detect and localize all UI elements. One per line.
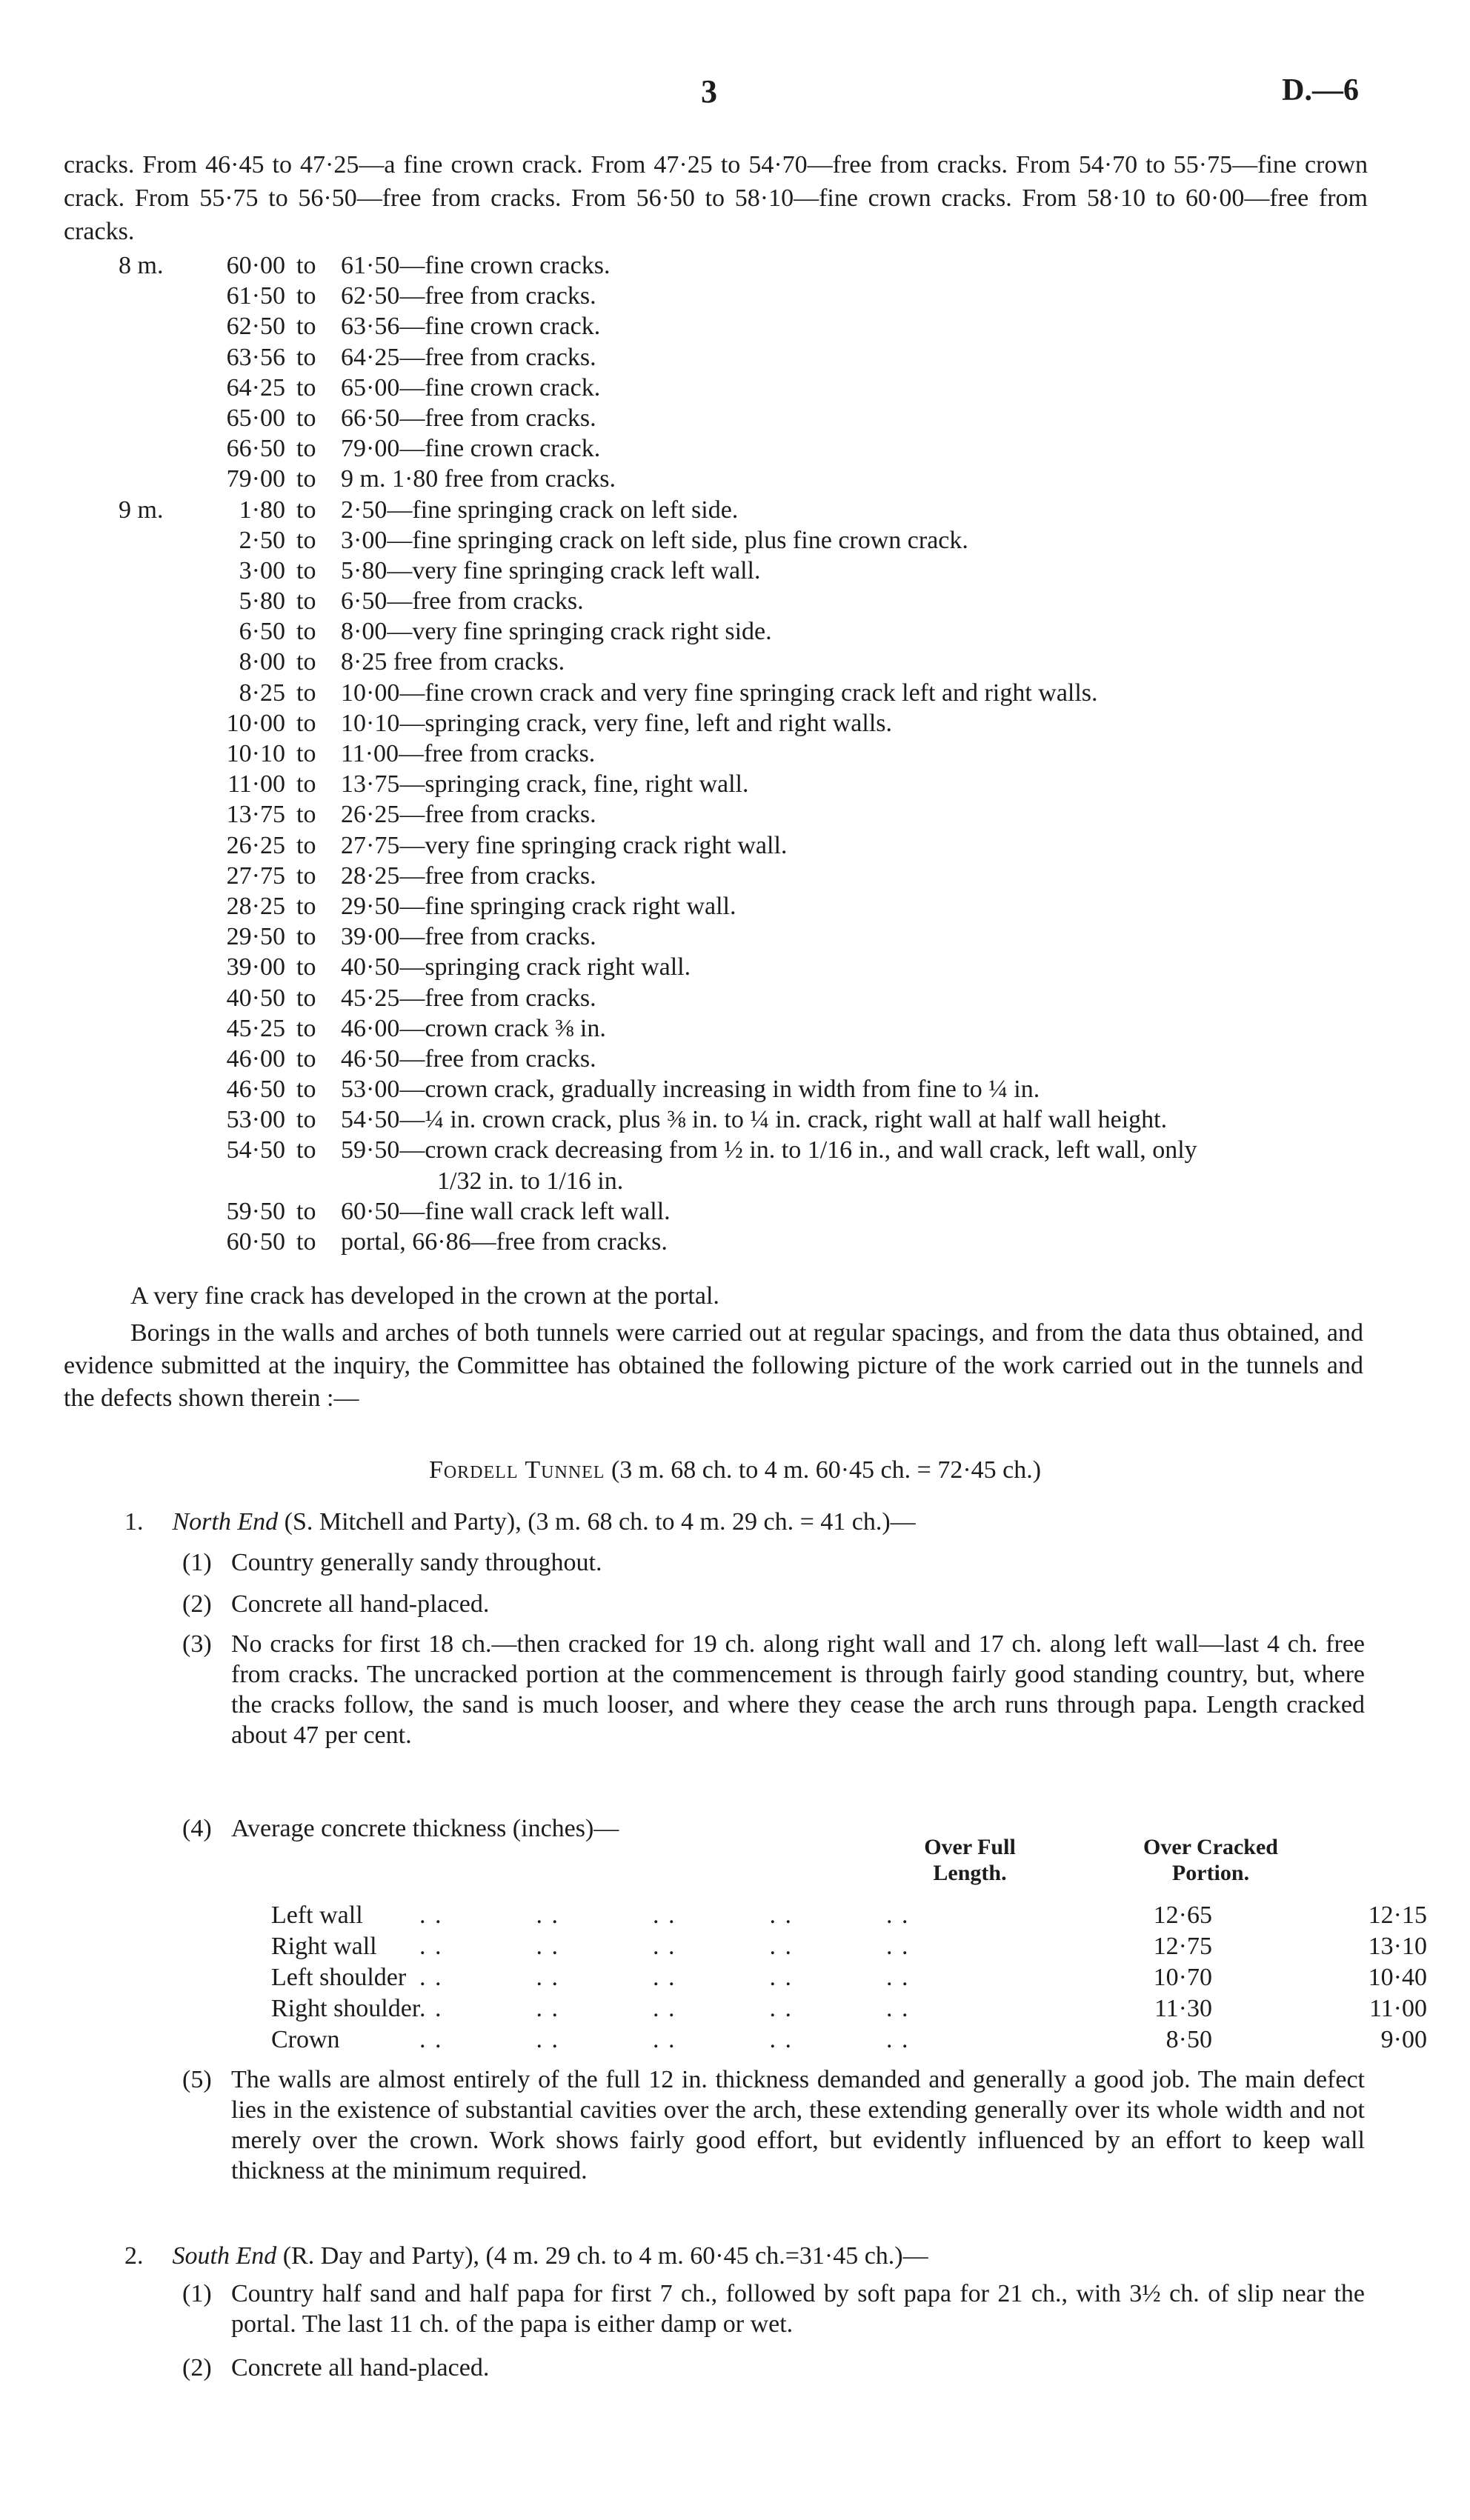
chainage-from: 29·50 <box>226 923 285 951</box>
north-end-number: 1. <box>124 1508 144 1536</box>
chainage-from: 6·50 <box>239 618 285 646</box>
chainage-text: 45·25—free from cracks. <box>341 984 596 1012</box>
chainage-from: 10·00 <box>226 709 285 737</box>
chainage-text: 46·00—crown crack ⅜ in. <box>341 1014 606 1042</box>
table-row <box>271 2024 1427 2056</box>
list-item <box>182 1547 1365 1578</box>
chainage-line <box>119 799 1393 830</box>
item-number: (3) <box>182 1630 212 1658</box>
value-full-length: 11·30 <box>1154 1995 1212 2022</box>
chainage-line <box>119 952 1393 982</box>
leader-dots: . . . . . . . . . . <box>419 1933 910 1960</box>
chainage-text: 64·25—free from cracks. <box>341 343 596 371</box>
chainage-line <box>119 495 1393 525</box>
chainage-from: 64·25 <box>226 373 285 401</box>
table-header-full-length: Over Full Length. <box>924 1835 1016 1885</box>
chainage-text: 8·25 free from cracks. <box>341 648 565 676</box>
row-label: Left shoulder <box>271 1964 407 1991</box>
chainage-from: 63·56 <box>226 343 285 371</box>
document-reference: D.—6 <box>1282 73 1359 107</box>
chainage-text: 2·50—fine springing crack on left side. <box>341 496 739 524</box>
item-number: (2) <box>182 1590 212 1618</box>
row-label: Crown <box>271 2026 340 2053</box>
south-end-number: 2. <box>124 2242 144 2270</box>
value-full-length: 12·65 <box>1153 1901 1212 1929</box>
value-cracked-portion: 9·00 <box>1380 2026 1427 2053</box>
item-text: Country half sand and half papa for first 7 ch., followed by soft papa for 21 ch., with 3½ ch. of slip near the portal. The last 11 ch. of the papa is either damp or wet. <box>231 2280 1365 2338</box>
chainage-line <box>119 647 1393 677</box>
chainage-from: 1·80 <box>239 496 285 524</box>
chainage-to: to <box>296 953 316 981</box>
chainage-to: to <box>296 526 316 554</box>
chainage-line <box>119 1074 1393 1104</box>
list-item <box>182 2279 1365 2339</box>
list-item <box>182 2064 1365 2186</box>
chainage-text: 40·50—springing crack right wall. <box>341 953 691 981</box>
chainage-to: to <box>296 618 316 646</box>
south-end-heading <box>124 2240 1369 2273</box>
chainage-from: 46·00 <box>226 1044 285 1073</box>
chainage-list <box>119 250 1393 1257</box>
chainage-line <box>119 1196 1393 1227</box>
chainage-line <box>119 281 1393 311</box>
chainage-text: 65·00—fine crown crack. <box>341 373 601 401</box>
north-end-party: (S. Mitchell and Party), (3 m. 68 ch. to 4 m. 29 ch. = 41 ch.)— <box>284 1508 916 1536</box>
chainage-to: to <box>296 282 316 310</box>
value-cracked-portion: 11·00 <box>1368 1995 1427 2022</box>
chainage-from: 46·50 <box>226 1076 285 1104</box>
chainage-mile: 8 m. <box>119 252 164 279</box>
chainage-to: to <box>296 313 316 341</box>
chainage-mile: 9 m. <box>119 496 164 524</box>
chainage-text: 9 m. 1·80 free from cracks. <box>341 465 616 493</box>
section-name: Fordell Tunnel <box>428 1456 605 1484</box>
chainage-from: 28·25 <box>226 892 285 920</box>
row-label: Left wall <box>271 1901 363 1929</box>
south-end-party: (R. Day and Party), (4 m. 29 ch. to 4 m. 60·45 ch.=31·45 ch.)— <box>282 2242 928 2270</box>
chainage-to: to <box>296 587 316 616</box>
chainage-to: to <box>296 892 316 920</box>
borings-paragraph: Borings in the walls and arches of both tunnels were carried out at regular spacings, and from the data thus obtained, and evidence submitted at the inquiry, the Committee has obtained the following picture of the work carried out in the tunnels and the defects shown therein :— <box>64 1319 1363 1412</box>
leader-dots: . . . . . . . . . . <box>419 1995 910 2022</box>
chainage-from: 62·50 <box>226 313 285 341</box>
chainage-text: 66·50—free from cracks. <box>341 404 596 432</box>
chainage-to: to <box>296 709 316 737</box>
chainage-line <box>119 1044 1393 1074</box>
chainage-from: 60·50 <box>226 1228 285 1256</box>
chainage-to: to <box>296 1197 316 1225</box>
list-item <box>182 1629 1365 1750</box>
chainage-to: to <box>296 1076 316 1104</box>
chainage-to: to <box>296 984 316 1012</box>
chainage-text: 46·50—free from cracks. <box>341 1044 596 1073</box>
item-text: No cracks for first 18 ch.—then cracked for 19 ch. along right wall and 17 ch. along left wall—last 4 ch. free from cracks. The uncracked portion at the commencement is through fairly good standing country, but, where the cracks follow, the sand is much looser, and where they cease the arch runs through papa. Length cracked about 47 per cent. <box>231 1630 1365 1749</box>
row-label: Right wall <box>271 1933 377 1960</box>
table-row <box>271 1962 1427 1993</box>
chainage-to: to <box>296 343 316 371</box>
chainage-text: 26·25—free from cracks. <box>341 801 596 829</box>
chainage-text: 79·00—fine crown crack. <box>341 435 601 463</box>
chainage-line <box>119 921 1393 952</box>
chainage-to: to <box>296 465 316 493</box>
thickness-table <box>271 1900 1427 2056</box>
leader-dots: . . . . . . . . . . <box>419 1964 910 1991</box>
chainage-text: 8·00—very fine springing crack right side. <box>341 618 772 646</box>
chainage-from: 40·50 <box>226 984 285 1012</box>
chainage-to: to <box>296 801 316 829</box>
chainage-text: 39·00—free from cracks. <box>341 923 596 951</box>
intro-paragraph: cracks. From 46·45 to 47·25—a fine crown crack. From 47·25 to 54·70—free from cracks. From 54·70 to 55·75—fine crown crack. From 55·75 to 56·50—free from cracks. From 56·50 to 58·10—fine crown cracks. From 58·10 to 60·00—free from cracks. <box>64 151 1368 245</box>
chainage-line <box>119 464 1393 494</box>
chainage-line <box>119 1013 1393 1044</box>
chainage-from: 2·50 <box>239 526 285 554</box>
item-text: The walls are almost entirely of the full 12 in. thickness demanded and generally a good job. The main defect lies in the existence of substantial cavities over the arch, these extending generally over its whole width and not merely over the crown. Work shows fairly good effort, but evidently influenced by an effort to keep wall thickness at the minimum required. <box>231 2066 1365 2184</box>
item-number: (5) <box>182 2066 212 2093</box>
chainage-line <box>119 1135 1393 1165</box>
value-full-length: 8·50 <box>1165 2026 1212 2053</box>
value-full-length: 10·70 <box>1153 1964 1212 1991</box>
table-row <box>271 1900 1427 1931</box>
page-number: 3 <box>701 73 717 110</box>
chainage-to: to <box>296 679 316 707</box>
value-cracked-portion: 10·40 <box>1368 1964 1427 1991</box>
chainage-from: 66·50 <box>226 435 285 463</box>
table-row <box>271 1931 1427 1962</box>
chainage-from: 79·00 <box>226 465 285 493</box>
chainage-from: 54·50 <box>226 1136 285 1164</box>
chainage-to: to <box>296 1106 316 1134</box>
north-end-heading <box>124 1506 1369 1539</box>
value-full-length: 12·75 <box>1153 1933 1212 1960</box>
portal-note: A very fine crack has developed in the crown at the portal. <box>130 1282 719 1310</box>
chainage-from: 8·25 <box>239 679 285 707</box>
chainage-text: 5·80—very fine springing crack left wall. <box>341 556 761 584</box>
chainage-line <box>119 342 1393 373</box>
chainage-text: 62·50—free from cracks. <box>341 282 596 310</box>
chainage-line <box>119 1227 1393 1257</box>
chainage-text: 59·50—crown crack decreasing from ½ in. to 1/16 in., and wall crack, left wall, only <box>341 1136 1197 1164</box>
list-item <box>182 2353 1365 2383</box>
row-label: Right shoulder <box>271 1995 421 2022</box>
chainage-from: 65·00 <box>226 404 285 432</box>
chainage-from: 13·75 <box>226 801 285 829</box>
chainage-line <box>119 678 1393 708</box>
leader-dots: . . . . . . . . . . <box>419 1901 910 1929</box>
chainage-line <box>119 373 1393 403</box>
chainage-from: 45·25 <box>226 1014 285 1042</box>
value-cracked-portion: 12·15 <box>1368 1901 1427 1929</box>
chainage-to: to <box>296 770 316 799</box>
chainage-to: to <box>296 556 316 584</box>
chainage-to: to <box>296 252 316 279</box>
chainage-from: 60·00 <box>226 252 285 279</box>
chainage-to: to <box>296 1228 316 1256</box>
chainage-to: to <box>296 831 316 859</box>
chainage-from: 27·75 <box>226 861 285 890</box>
chainage-from: 10·10 <box>226 740 285 767</box>
chainage-to: to <box>296 404 316 432</box>
chainage-text: 10·10—springing crack, very fine, left and right walls. <box>341 709 893 737</box>
item-text: Concrete all hand-placed. <box>231 1590 490 1618</box>
section-range: (3 m. 68 ch. to 4 m. 60·45 ch. = 72·45 ch.) <box>611 1456 1042 1484</box>
value-cracked-portion: 13·10 <box>1368 1933 1427 1960</box>
chainage-line <box>119 586 1393 616</box>
chainage-line <box>119 708 1393 739</box>
chainage-from: 53·00 <box>226 1106 285 1134</box>
item-number: (2) <box>182 2354 212 2381</box>
chainage-line <box>119 525 1393 556</box>
item-text: Average concrete thickness (inches)— <box>231 1815 619 1842</box>
chainage-text: 13·75—springing crack, fine, right wall. <box>341 770 749 799</box>
chainage-text: 29·50—fine springing crack right wall. <box>341 892 736 920</box>
chainage-to: to <box>296 435 316 463</box>
chainage-text: portal, 66·86—free from cracks. <box>341 1228 668 1256</box>
chainage-text: 60·50—fine wall crack left wall. <box>341 1197 671 1225</box>
chainage-line <box>119 433 1393 464</box>
chainage-line <box>119 250 1393 281</box>
chainage-line <box>119 403 1393 433</box>
section-title <box>0 1456 1470 1484</box>
chainage-to: to <box>296 861 316 890</box>
chainage-line <box>119 616 1393 647</box>
chainage-line <box>119 556 1393 586</box>
chainage-line <box>119 739 1393 769</box>
chainage-line <box>119 769 1393 799</box>
chainage-to: to <box>296 1044 316 1073</box>
chainage-from: 3·00 <box>239 556 285 584</box>
chainage-text: 53·00—crown crack, gradually increasing in width from fine to ¼ in. <box>341 1076 1040 1104</box>
chainage-from: 11·00 <box>227 770 285 799</box>
chainage-text: 6·50—free from cracks. <box>341 587 584 616</box>
item-number: (1) <box>182 1549 212 1576</box>
chainage-line <box>119 1104 1393 1135</box>
chainage-from: 61·50 <box>226 282 285 310</box>
chainage-from: 59·50 <box>226 1197 285 1225</box>
item-number: (4) <box>182 1815 212 1842</box>
chainage-line <box>119 1166 1393 1196</box>
chainage-text: 11·00—free from cracks. <box>341 740 596 767</box>
chainage-from: 5·80 <box>239 587 285 616</box>
chainage-line <box>119 861 1393 891</box>
leader-dots: . . . . . . . . . . <box>419 2026 910 2053</box>
north-end-title: North End <box>172 1508 279 1536</box>
list-item <box>182 1589 1365 1619</box>
south-end-title: South End <box>172 2242 277 2270</box>
chainage-to: to <box>296 1136 316 1164</box>
chainage-to: to <box>296 740 316 767</box>
chainage-text: 27·75—very fine springing crack right wall. <box>341 831 788 859</box>
chainage-text: 63·56—fine crown crack. <box>341 313 601 341</box>
chainage-text: 54·50—¼ in. crown crack, plus ⅜ in. to ¼ in. crack, right wall at half wall height. <box>341 1106 1168 1134</box>
chainage-to: to <box>296 648 316 676</box>
table-row <box>271 1993 1427 2024</box>
chainage-from: 8·00 <box>239 648 285 676</box>
chainage-from: 26·25 <box>226 831 285 859</box>
item-text: Concrete all hand-placed. <box>231 2354 490 2381</box>
chainage-text: 28·25—free from cracks. <box>341 861 596 890</box>
chainage-continuation: 1/32 in. to 1/16 in. <box>437 1167 624 1195</box>
item-number: (1) <box>182 2280 212 2307</box>
chainage-text: 10·00—fine crown crack and very fine springing crack left and right walls. <box>341 679 1098 707</box>
chainage-to: to <box>296 1014 316 1042</box>
chainage-to: to <box>296 496 316 524</box>
chainage-line <box>119 891 1393 921</box>
table-header-cracked-portion: Over Cracked Portion. <box>1143 1835 1278 1885</box>
chainage-line <box>119 311 1393 341</box>
chainage-to: to <box>296 923 316 951</box>
chainage-text: 3·00—fine springing crack on left side, plus fine crown crack. <box>341 526 968 554</box>
chainage-to: to <box>296 373 316 401</box>
chainage-from: 39·00 <box>226 953 285 981</box>
chainage-text: 61·50—fine crown cracks. <box>341 252 611 279</box>
chainage-line <box>119 983 1393 1013</box>
item-text: Country generally sandy throughout. <box>231 1549 602 1576</box>
chainage-line <box>119 830 1393 861</box>
